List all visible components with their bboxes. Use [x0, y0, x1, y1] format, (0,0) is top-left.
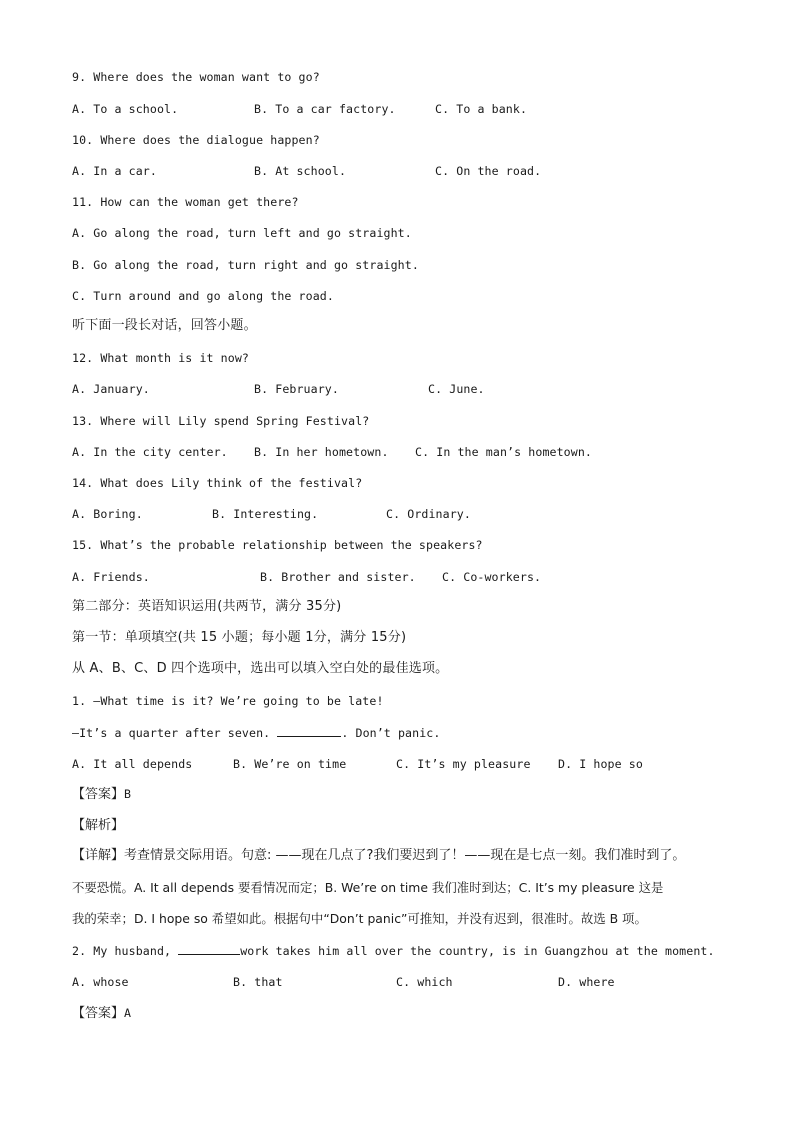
question-11-option-a: A. Go along the road, turn left and go straight. — [72, 226, 412, 240]
option-b: B. At school. — [254, 164, 347, 178]
grammar-question-1-options — [72, 756, 732, 772]
option-c: C. To a bank. — [435, 102, 528, 116]
question-11-option-c: C. Turn around and go along the road. — [72, 289, 334, 303]
grammar-question-1: 1. —What time is it? We’re going to be late! — [72, 694, 384, 708]
grammar-question-1-analysis — [72, 817, 124, 834]
option-c: C. Co-workers. — [442, 570, 542, 584]
grammar-question-1-detail-line-2: 不要恐慌。A. It all depends 要看情况而定；B. We’re on time 我们准时到达；C. It’s my pleasure 这是 — [72, 880, 664, 895]
reply-text: —It’s a quarter after seven. — [72, 726, 278, 740]
detail-tag: 【详解】 — [72, 848, 125, 863]
option-c: C. In the man’s hometown. — [415, 445, 593, 459]
option-b: B. that — [233, 975, 283, 989]
analysis-tag: 【解析】 — [72, 818, 125, 833]
long-dialogue-instruction: 听下面一段长对话，回答小题。 — [72, 318, 257, 333]
option-d: D. I hope so — [558, 757, 643, 771]
option-b: B. February. — [254, 382, 339, 396]
option-a: A. To a school. — [72, 102, 179, 116]
question-14-options — [72, 506, 732, 522]
part-2-title: 第二部分：英语知识运用(共两节，满分 35分) — [72, 599, 342, 614]
question-12-options — [72, 381, 732, 397]
answer-tag: 【答案】 — [72, 787, 125, 802]
answer-tag: 【答案】 — [72, 1006, 125, 1021]
question-13-options — [72, 444, 732, 460]
grammar-question-1-detail-line-1 — [72, 848, 685, 864]
question-10: 10. Where does the dialogue happen? — [72, 133, 320, 147]
question-9-options — [72, 101, 732, 117]
question-15: 15. What’s the probable relationship between the speakers? — [72, 538, 483, 552]
option-b: B. To a car factory. — [254, 102, 396, 116]
section-1-title: 第一节：单项填空(共 15 小题；每小题 1分，满分 15分) — [72, 630, 407, 645]
option-a: A. whose — [72, 975, 129, 989]
option-d: D. where — [558, 975, 615, 989]
grammar-question-2 — [72, 943, 715, 959]
grammar-question-1-answer — [72, 786, 131, 803]
option-c: C. On the road. — [435, 164, 542, 178]
option-a: A. Boring. — [72, 507, 143, 521]
option-c: C. which — [396, 975, 453, 989]
answer-blank — [277, 725, 341, 737]
question-11-option-b: B. Go along the road, turn right and go straight. — [72, 258, 419, 272]
option-a: A. January. — [72, 382, 150, 396]
grammar-question-2-options — [72, 974, 732, 990]
option-c: C. Ordinary. — [386, 507, 471, 521]
grammar-question-1-reply — [72, 725, 440, 741]
question-9: 9. Where does the woman want to go? — [72, 70, 320, 84]
option-a: A. It all depends — [72, 757, 193, 771]
answer-blank — [178, 943, 240, 955]
answer-value: A — [124, 1006, 132, 1020]
option-b: B. Brother and sister. — [260, 570, 416, 584]
grammar-question-1-detail-line-3: 我的荣幸；D. I hope so 希望如此。根据句中“Don’t panic”可推知，并没有迟到，很准时。故选 B 项。 — [72, 911, 647, 926]
option-a: A. In the city center. — [72, 445, 228, 459]
question-11: 11. How can the woman get there? — [72, 195, 299, 209]
option-c: C. June. — [428, 382, 485, 396]
grammar-question-2-answer — [72, 1005, 131, 1022]
question-text-end: work takes him all over the country, is in Guangzhou at the moment. — [240, 944, 715, 958]
question-12: 12. What month is it now? — [72, 351, 250, 365]
question-10-options — [72, 163, 732, 179]
question-text: 2. My husband, — [72, 944, 179, 958]
option-b: B. In her hometown. — [254, 445, 389, 459]
section-1-instruction: 从 A、B、C、D 四个选项中，选出可以填入空白处的最佳选项。 — [72, 661, 449, 676]
option-a: A. In a car. — [72, 164, 157, 178]
question-13: 13. Where will Lily spend Spring Festival? — [72, 414, 370, 428]
option-c: C. It’s my pleasure — [396, 757, 531, 771]
option-a: A. Friends. — [72, 570, 150, 584]
option-b: B. We’re on time — [233, 757, 347, 771]
question-14: 14. What does Lily think of the festival? — [72, 476, 363, 490]
answer-value: B — [124, 787, 132, 801]
detail-text: 考查情景交际用语。句意: ——现在几点了?我们要迟到了！——现在是七点一刻。我们准时到了。 — [124, 848, 686, 863]
reply-text-end: . Don’t panic. — [341, 726, 441, 740]
question-15-options — [72, 569, 732, 585]
option-b: B. Interesting. — [212, 507, 319, 521]
